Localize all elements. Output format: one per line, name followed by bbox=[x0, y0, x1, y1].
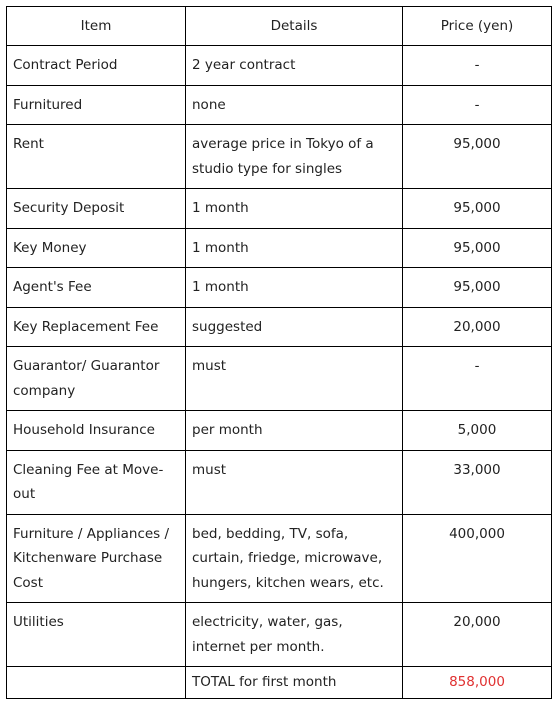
table-row bbox=[7, 189, 552, 229]
table-row bbox=[7, 125, 552, 189]
price-cell: - bbox=[403, 347, 552, 411]
cost-table bbox=[6, 6, 552, 699]
details-cell: per month bbox=[186, 411, 403, 451]
price-cell: - bbox=[403, 46, 552, 86]
item-cell: Furnitured bbox=[7, 85, 186, 125]
table-row bbox=[7, 603, 552, 667]
header-item: Item bbox=[7, 7, 186, 46]
details-cell: bed, bedding, TV, sofa, curtain, friedge, microwave, hungers, kitchen wears, etc. bbox=[186, 514, 403, 603]
details-cell: suggested bbox=[186, 307, 403, 347]
item-cell: Contract Period bbox=[7, 46, 186, 86]
header-details: Details bbox=[186, 7, 403, 46]
details-cell: 2 year contract bbox=[186, 46, 403, 86]
item-cell: Utilities bbox=[7, 603, 186, 667]
total-price: 858,000 bbox=[403, 667, 552, 699]
table-row bbox=[7, 268, 552, 308]
price-cell: - bbox=[403, 85, 552, 125]
details-cell: 1 month bbox=[186, 189, 403, 229]
item-cell: Security Deposit bbox=[7, 189, 186, 229]
item-cell: Cleaning Fee at Move-out bbox=[7, 450, 186, 514]
details-cell: average price in Tokyo of a studio type for singles bbox=[186, 125, 403, 189]
price-cell: 95,000 bbox=[403, 125, 552, 189]
price-cell: 20,000 bbox=[403, 603, 552, 667]
item-cell: Key Replacement Fee bbox=[7, 307, 186, 347]
table-row bbox=[7, 450, 552, 514]
total-row bbox=[7, 667, 552, 699]
table-row bbox=[7, 307, 552, 347]
details-cell: 1 month bbox=[186, 268, 403, 308]
price-cell: 33,000 bbox=[403, 450, 552, 514]
table-row bbox=[7, 347, 552, 411]
details-cell: must bbox=[186, 347, 403, 411]
table-row bbox=[7, 411, 552, 451]
price-cell: 95,000 bbox=[403, 189, 552, 229]
price-cell: 95,000 bbox=[403, 268, 552, 308]
item-cell: Guarantor/ Guarantor company bbox=[7, 347, 186, 411]
price-cell: 95,000 bbox=[403, 228, 552, 268]
table-row bbox=[7, 514, 552, 603]
item-cell: Furniture / Appliances / Kitchenware Purchase Cost bbox=[7, 514, 186, 603]
item-cell: Key Money bbox=[7, 228, 186, 268]
price-cell: 5,000 bbox=[403, 411, 552, 451]
total-item-cell bbox=[7, 667, 186, 699]
total-label: TOTAL for first month bbox=[186, 667, 403, 699]
details-cell: 1 month bbox=[186, 228, 403, 268]
item-cell: Rent bbox=[7, 125, 186, 189]
details-cell: none bbox=[186, 85, 403, 125]
item-cell: Agent's Fee bbox=[7, 268, 186, 308]
details-cell: electricity, water, gas, internet per month. bbox=[186, 603, 403, 667]
price-cell: 20,000 bbox=[403, 307, 552, 347]
table-row bbox=[7, 85, 552, 125]
header-price: Price (yen) bbox=[403, 7, 552, 46]
item-cell: Household Insurance bbox=[7, 411, 186, 451]
price-cell: 400,000 bbox=[403, 514, 552, 603]
details-cell: must bbox=[186, 450, 403, 514]
table-row bbox=[7, 228, 552, 268]
table-header-row bbox=[7, 7, 552, 46]
table-row bbox=[7, 46, 552, 86]
